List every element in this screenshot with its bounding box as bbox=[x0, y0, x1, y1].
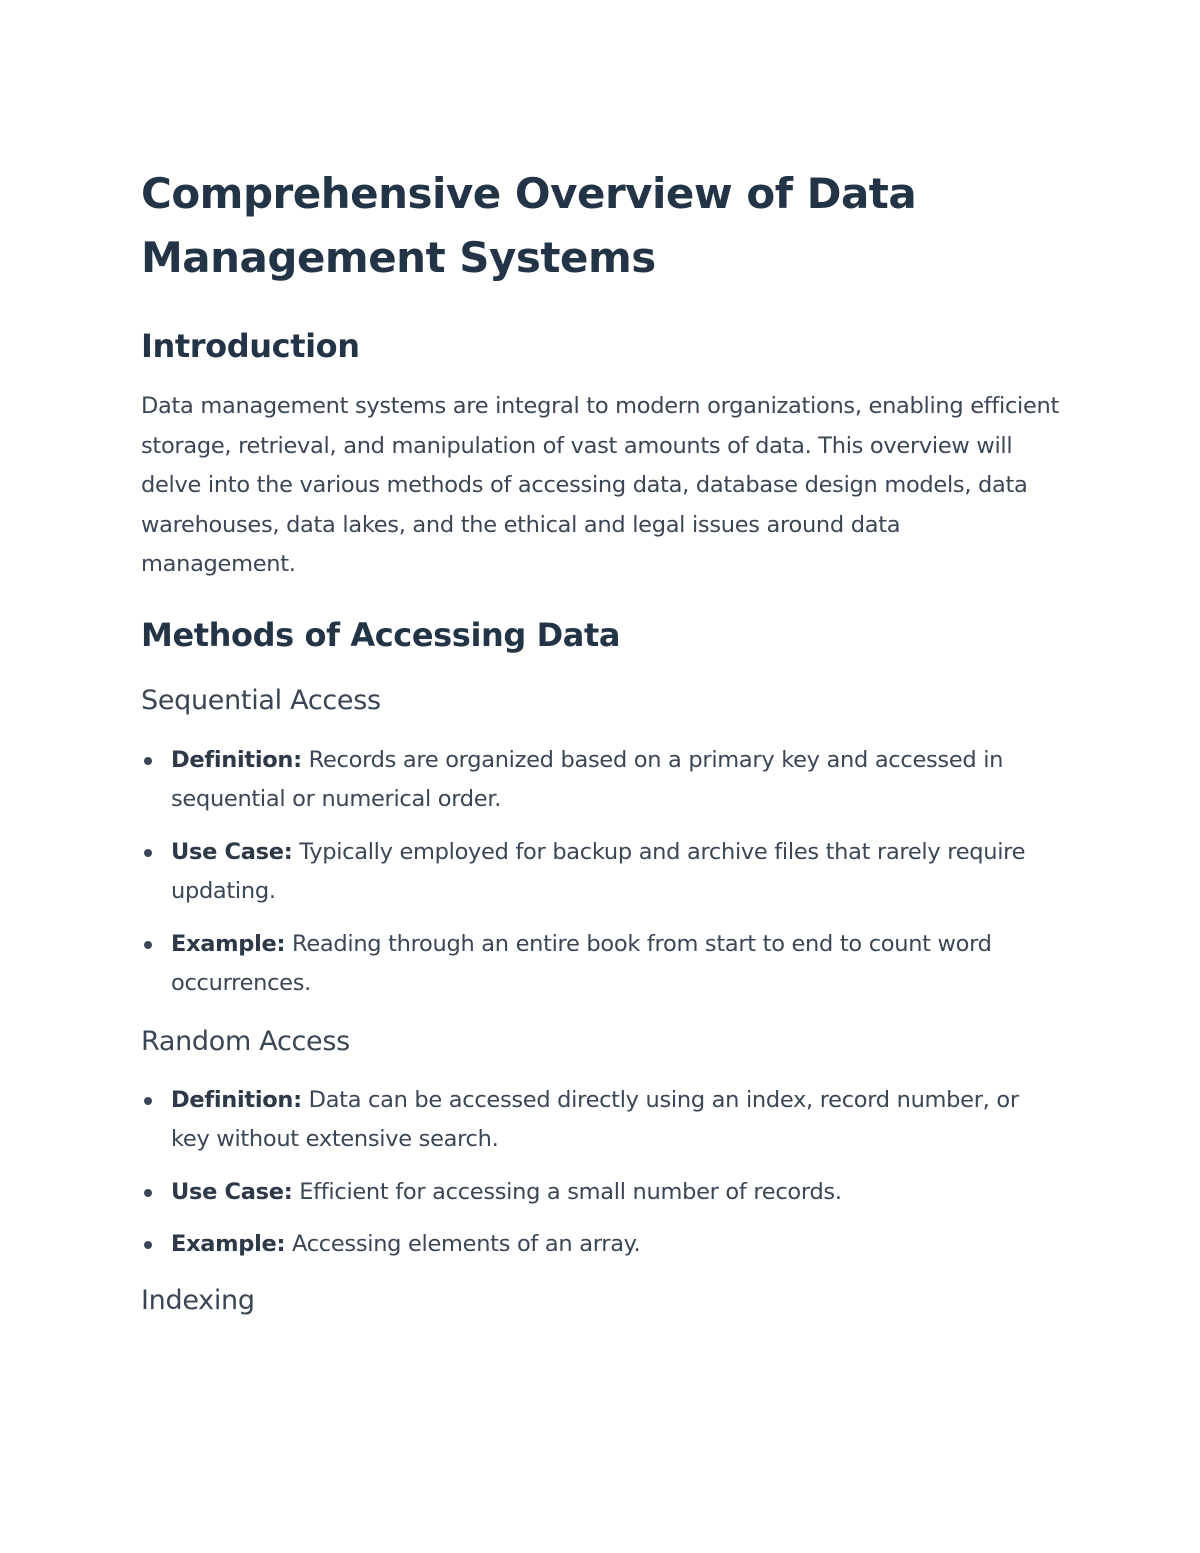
document-title-line-1: Comprehensive Overview of Data bbox=[141, 169, 917, 218]
list-item-text: Efficient for accessing a small number of records. bbox=[292, 1178, 842, 1205]
document-title bbox=[141, 162, 1061, 290]
list-item-term: Definition: bbox=[171, 1086, 302, 1113]
list-item-term: Use Case: bbox=[171, 838, 293, 865]
bullet-icon bbox=[144, 849, 152, 857]
document-page bbox=[141, 162, 1061, 1321]
indexing-heading: Indexing bbox=[141, 1284, 255, 1316]
random-access-list bbox=[141, 1081, 1061, 1265]
list-item-term: Definition: bbox=[171, 746, 302, 773]
list-item-term: Example: bbox=[171, 930, 286, 957]
sequential-access-heading: Sequential Access bbox=[141, 684, 381, 716]
list-item-text: Typically employed for backup and archive files that rarely require updating. bbox=[171, 838, 1026, 904]
introduction-paragraph: Data management systems are integral to modern organizations, enabling efficient storage, retrieval, and manipulation of vast amounts of data. This overview will delve into the various methods of accessing data, database design models, data warehouses, data lakes, and the ethical and legal issues around data management. bbox=[141, 393, 1060, 577]
list-item bbox=[141, 1173, 1061, 1213]
methods-heading: Methods of Accessing Data bbox=[141, 615, 621, 654]
list-item bbox=[141, 1081, 1061, 1160]
list-item bbox=[141, 741, 1061, 820]
sequential-access-list bbox=[141, 741, 1061, 1004]
list-item bbox=[141, 925, 1061, 1004]
bullet-icon bbox=[144, 941, 152, 949]
bullet-icon bbox=[144, 1241, 152, 1249]
list-item-term: Example: bbox=[171, 1231, 286, 1257]
list-item-text: Data can be accessed directly using an index, record number, or key without extensive search. bbox=[171, 1086, 1019, 1152]
bullet-icon bbox=[144, 1097, 152, 1105]
list-item-text: Records are organized based on a primary key and accessed in sequential or numerical order. bbox=[171, 746, 1004, 812]
list-item-text: Accessing elements of an array. bbox=[285, 1231, 641, 1257]
introduction-heading: Introduction bbox=[141, 327, 360, 365]
list-item bbox=[141, 1225, 1061, 1265]
list-item-text: Reading through an entire book from start to end to count word occurrences. bbox=[171, 930, 992, 996]
random-access-heading: Random Access bbox=[141, 1025, 350, 1057]
list-item-term: Use Case: bbox=[171, 1178, 293, 1205]
bullet-icon bbox=[144, 1189, 152, 1197]
document-title-line-2: Management Systems bbox=[141, 233, 656, 282]
bullet-icon bbox=[144, 757, 152, 765]
list-item bbox=[141, 833, 1061, 912]
